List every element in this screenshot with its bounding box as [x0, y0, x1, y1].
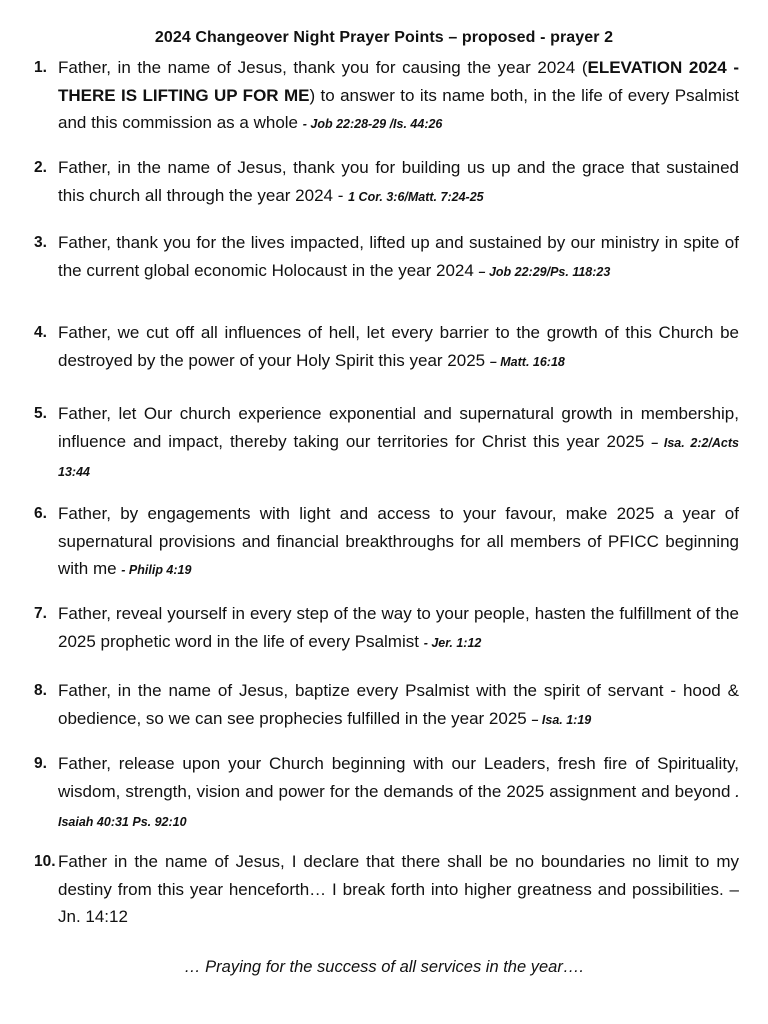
prayer-point-text — [34, 677, 739, 734]
scripture-reference: – Matt. 16:18 — [489, 354, 565, 369]
prayer-point-9 — [34, 750, 739, 837]
prayer-point-number: 4. — [34, 324, 47, 341]
prayer-text-part: Father, we cut off all influences of hell, let every barrier to the growth of this Church be destroyed by the power of your Holy Spirit this year 2025 — [58, 323, 739, 370]
scripture-reference: – Isa. 1:19 — [531, 712, 592, 727]
prayer-point-text — [34, 154, 739, 211]
prayer-point-8 — [34, 677, 739, 734]
prayer-point-10 — [34, 848, 739, 933]
prayer-text-part: Father, by engagements with light and access to your favour, make 2025 a year of supernatural provisions and financial breakthroughs for all members of PFICC beginning with me — [58, 504, 739, 578]
prayer-text-part: ) to answer to its name both, in the life of every Psalmist and this commission as a whole — [58, 85, 739, 132]
prayer-point-text — [34, 54, 739, 139]
prayer-text-part: Father, in the name of Jesus, thank you for causing the year 2024 ( — [58, 58, 588, 77]
prayer-point-number: 1. — [34, 59, 47, 76]
scripture-reference: - Philip 4:19 — [121, 563, 192, 577]
prayer-point-number: 8. — [34, 682, 47, 699]
prayer-point-text — [34, 600, 739, 657]
prayer-text-part: Father, let Our church experience exponential and supernatural growth in membership, influence and impact, thereby taking our territories for Christ this year 2025 — [58, 404, 739, 451]
prayer-point-2 — [34, 154, 739, 211]
prayer-point-3 — [34, 229, 739, 286]
scripture-reference: - Job 22:28-29 /Is. 44:26 — [302, 117, 443, 131]
prayer-theme-bold: ELEVATION 2024 - THERE IS LIFTING UP FOR ME — [58, 58, 739, 105]
prayer-point-text — [34, 500, 739, 585]
prayer-point-number: 2. — [34, 159, 47, 176]
prayer-point-5 — [34, 400, 739, 487]
prayer-point-4 — [34, 319, 739, 376]
prayer-point-6 — [34, 500, 739, 585]
prayer-point-text — [34, 750, 739, 837]
prayer-point-number: 5. — [34, 405, 47, 422]
prayer-text-part: Father, release upon your Church beginning with our Leaders, fresh fire of Spirituality, wisdom, strength, vision and power for the demands of the 2025 assignment and beyond — [58, 754, 739, 801]
prayer-point-number: 7. — [34, 605, 47, 622]
scripture-reference: 1 Cor. 3:6/Matt. 7:24-25 — [348, 189, 484, 204]
prayer-point-text — [34, 229, 739, 286]
prayer-text-part: Father, in the name of Jesus, thank you for building us up and the grace that sustained this church all through the year 2024 - — [58, 158, 739, 205]
prayer-point-7 — [34, 600, 739, 657]
prayer-point-number: 9. — [34, 755, 47, 772]
prayer-point-number: 3. — [34, 234, 47, 251]
prayer-point-text — [34, 319, 739, 376]
prayer-point-text — [34, 848, 739, 933]
prayer-point-number: 10. — [34, 853, 56, 870]
page-title: 2024 Changeover Night Prayer Points – proposed - prayer 2 — [154, 29, 614, 46]
prayer-text-part: Father, in the name of Jesus, baptize every Psalmist with the spirit of servant - hood & obedience, so we can see prophecies fulfilled in the year 2025 — [58, 681, 739, 728]
prayer-text-part: Father in the name of Jesus, I declare that there shall be no boundaries no limit to my destiny from this year henceforth… I break forth into higher greatness and possibilities. – Jn. 14:12 — [58, 852, 739, 926]
prayer-point-number: 6. — [34, 505, 47, 522]
scripture-reference: - Jer. 1:12 — [423, 635, 482, 650]
prayer-text-part: Father, thank you for the lives impacted, lifted up and sustained by our ministry in spite of the current global economic Holocaust in the year 2024 — [58, 233, 739, 280]
prayer-point-1 — [34, 54, 739, 139]
scripture-reference: – Job 22:29/Ps. 118:23 — [478, 264, 611, 279]
closing-note: … Praying for the success of all services in the year…. — [184, 958, 584, 976]
prayer-text-part: Father, reveal yourself in every step of the way to your people, hasten the fulfillment of the 2025 prophetic word in the life of every Psalmist — [58, 604, 739, 651]
prayer-point-text — [34, 400, 739, 487]
scripture-reference: – Isa. 2:2/Acts 13:44 — [58, 435, 739, 479]
scripture-reference: . Isaiah 40:31 Ps. 92:10 — [58, 785, 739, 829]
